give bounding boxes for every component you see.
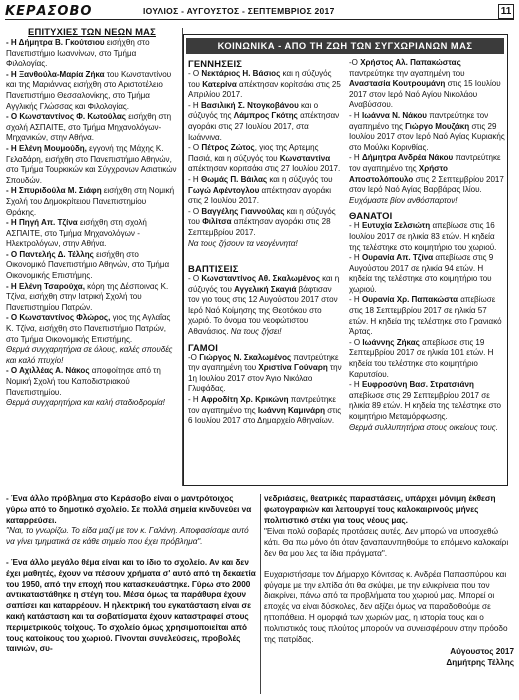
birth-entry: - Ο Πέτρος Ζώτος, γιος της Αρτεμης Πασιά, και η σύζυγός του Κωνσταντίνα απέκτησαν κοριτσάκι στις 27 Ιουλίου 2017. [188,143,341,174]
success-entry [6,250,178,282]
success-entry [6,282,178,314]
death-entry: - Η Ουρανία Χρ. Παπακώστα απεβίωσε στις 18 Σεπτεμβρίου 2017 σε ηλικία 57 ετών. Η κηδεία της τελέστηκε στο Γρανιακό Άρτας. [349,295,502,337]
graduation-entry: - Ο Αχιλλέας Α. Νάκος αποφοίτησε από τη Νομική Σχολή του Καποδιστριακού Πανεπιστημίου. [6,366,161,397]
wedding-entry: - Η Ιωάννα Ν. Νάκου παντρεύτηκε τον αγαπημένο της Γιώργο Μουζάκη στις 29 Ιουλίου 2017 στον Ιερό Ναό Αγίας Κυριακής στο Μούλκι Κορινθίας. [349,110,505,152]
success-name: - Η Πηγή Απ. Τζίνα [6,218,78,228]
weddings-wish: Ευχόμαστε βίον ανθόσπαρτον! [349,195,458,205]
birth-entry: - Ο Βαγγέλης Γιαννούλας και η σύζυγός του Φιλίτσα απέκτησαν αγοράκι στις 28 Σεπτεμβρίου 2017. [188,206,336,237]
success-name: - Η Ελένη Μουμούδη, [6,143,87,153]
wedding-entry: -Ο Χρήστος Αλ. Παπακώστας παντρεύτηκε την αγαπημένη του Αναστασία Κουτρουμάνη στις 15 Ιουλίου 2017 στον Ιερό Ναό Αγίου Νικολάου Αναβύσσου. [349,58,501,110]
weddings-title: ΓΑΜΟΙ [188,341,219,353]
successes-list [6,38,178,345]
baptisms-title: ΒΑΠΤΙΣΕΙΣ [188,263,239,275]
success-name: - Η Δήμητρα Β. Γκούτσιου [6,38,105,47]
success-name: - Η Σπυριδούλα Μ. Σιάφη [6,186,102,196]
success-name: - Ο Κωνσταντίνος Φλώρος, [6,313,111,323]
success-name: - Ο Κωνσταντίνος Φ. Κωτούλας [6,112,126,122]
births-list [188,69,344,239]
births-wish: Να τους ζήσουν τα νεογέννητα! [188,238,298,248]
success-text: κόρη της Δέσποινας Κ. Τζίνα, εισήχθη στην Ιατρική Σχολή του Πανεπιστημίου Πατρών. [6,281,169,312]
success-name: - Η Ξανθούλα-Μαρία Ζήκα [6,69,105,79]
successes-title: ΕΠΙΤΥΧΙΕΣ ΤΩΝ ΝΕΩΝ ΜΑΣ [28,26,156,37]
success-entry [6,38,178,70]
births-title: ΓΕΝΝΗΣΕΙΣ [188,58,243,69]
baptism-entry: - Ο Κωνσταντίνος Αθ. Σκαλωμένος και η σύζυγός του Αγγελική Σκαγιά βάφτισαν τον γιο τους στις 12 Αυγούστου 2017 στον Ιερό Ναό Κοίμησης της Θεοτόκου στο χωριό. Το όνομα του νεοφώτιστου Αθανάσιος. Να τους ζήσει! [188,274,340,337]
article-date: Αύγουστος 2017 [450,647,514,657]
weddings-list-right [349,58,505,196]
success-text: του Κωνσταντίνου και της Μαριάννας εισήχθη στο Αριστοτέλειο Πανεπιστήμιο Θεσσαλονίκης, στο Τμήμα Αγγλικής Γλώσσας και Φιλολογίας. [6,69,172,111]
graduation-wish: Θερμά συγχαρητήρια και καλή σταδιοδρομία! [6,398,165,408]
deaths-list [349,221,505,422]
issue-date: ΙΟΥΛΙΟΣ - ΑΥΓΟΥΣΤΟΣ - ΣΕΠΤΕΜΒΡΙΟΣ 2017 [143,6,335,16]
success-entry [6,218,178,250]
article-paragraph-4: Ευχαριστήσαμε τον Δήμαρχο Κόνιτσας κ. Ανδρέα Παπασπύρου και φύγαμε με την ελπίδα ότι θα σκύψει, με την ειλικρίνεια που τον διακρίνει, πάνω από τα προβλήματα του χωριού μας. Μπορεί οι εποχές να είναι δύσκολες, δεν αξίζει όμως να παραδοθούμε σε ηττοπάθεια. Η ομορφιά των χωριών μας, η ιστορία τους και ο πολιτιστικός τους πλούτος μπορούν να συνεισφέρουν στην πρόοδο της πατρίδας. [264,569,508,644]
success-text: εισήχθη στο Οικονομικό Πανεπιστήμιο Αθηνών, στο Τμήμα Οικονομικής Επιστήμης. [6,249,170,281]
wedding-entry: - Η Δήμητρα Ανδρέα Νάκου παντρεύτηκε τον αγαπημένο της Χρήστο Αποστολόπουλο στις 2 Σεπτεμβρίου 2017 στον Ιερό Ναό Αγίας Βαρβάρας Ιλίου. [349,153,504,195]
birth-entry: - Η Βασιλική Σ. Ντογκοβάνου και ο σύζυγός της Λάμπρος Γκότης απέκτησαν αγοράκι στις 27 Ιουλίου 2017, στα Ιωάννινα. [188,100,340,142]
article-paragraph-2: - Ένα άλλο μεγάλο θέμα είναι και το ίδιο το σχολείο. Αν και δεν έχει μαθητές, έχουν να πέσουν χρήματα σ' αυτό από τη δεκαετία του 1950, από την εποχή που κατασκευάστηκε. Γύρω στο 2000 αντικαταστάθηκε η στέγη του. Μέσα όμως τα παράθυρα έχουν σαπίσει και καταρρέουν. Η ηλεκτρική του εγκατάσταση είναι σε κακή κατάσταση και τα σοβατίσματα έχουν καταστραφεί στους περιμετρικούς τοίχους. Το σχολείο όμως χρησιμοποιείται από τους κατοίκους του χωριού. Γίνονται συνελεύσεις, προβολές ταινιών, συ- [6,557,256,654]
social-middle-column [188,58,344,427]
success-entry [6,112,178,144]
social-right-column [349,58,505,433]
article-paragraph-3: "Είναι πολύ σοβαρές προτάσεις αυτές. Δεν μπορώ να υποσχεθώ κάτι. Θα πω μόνο ότι όταν ξαναπαυνπηθούμε το επόμενο καλοκαίρι δεν θα μου λες τα ίδια πράγματα". [264,527,509,558]
successes-column [6,26,178,409]
success-text: εγγονή της Μάχης Κ. Γελαδάρη, εισήχθη στο Πανεπιστήμιο Αθηνών, στο Τμήμα Τουρκικών και Σύγχρονων Ασιατικών Σπουδών. [6,143,177,185]
death-entry: - Η Ευφροσύνη Βασ. Στρατσιάνη απεβίωσε στις 29 Σεπτεμβρίου 2017 σε ηλικία 89 ετών. Η κηδεία της τελέστηκε στο κοιμητήριο Μεταμόρφωσης. [349,380,502,421]
deaths-title: ΘΑΝΑΤΟΙ [349,210,393,222]
article-divider [260,494,261,694]
success-text: εισήχθη στη σχολή ΑΣΠΑΙΤΕ, στο Τμήμα Μηχανολόγων-Μηχανικών, στην Αθήνα. [6,112,172,143]
birth-entry: - Η Θωμάς Π. Βάιλας και η σύζυγός του Γωγώ Αφέντογλου απέκτησαν αγοράκι στις 2 Ιουλίου 2017. [188,174,333,206]
page-header [5,4,514,20]
article-left-column [6,494,256,655]
success-entry [6,186,178,218]
success-text: εισήχθη στο Πανεπιστήμιο Ιωαννίνων, στο Τμήμα Φιλολογίας. [6,38,150,69]
newspaper-logo: ΚΕΡΑΣΟΒΟ [5,4,93,19]
article-author: Δημήτρης Τέλλης [446,658,514,668]
birth-entry: - Ο Νεκτάριος Η. Βάσιος και η σύζυγός του Κατερίνα απέκτησαν κορίτσάκι στις 25 Απριλίου 2017. [188,69,341,100]
death-entry: - Ο Ιωάννης Ζήκας απεβίωσε στις 19 Σεπτεμβρίου 2017 σε ηλικία 101 ετών. Η κηδεία του τελέστηκε στο κοιμητήριο Καρυτσίου. [349,337,494,379]
success-text: γιος της Αγλαΐας Κ. Τζίνα, εισήχθη στο Πανεπιστήμιο Πατρών, στο Τμήμα Οικονομικής Επιστήμης. [6,313,171,344]
page-number: 11 [498,4,514,19]
success-entry [6,144,178,186]
success-entry [6,70,178,112]
death-entry: - Η Ουρανία Απ. Τζίνα απεβίωσε στις 9 Αυγούστου 2017 σε ηλικία 94 ετών. Η κηδεία της τελέστηκε στο κοιμητήριο του χωριού. [349,253,494,294]
article-quote-1: "Ναι, το γνωρίζω. Το είδα μαζί με τον κ. Γαλάνη. Αποφασίσαμε αυτό να γίνει τμηματικά σε κάθε σημείο που έχει πρόβλημα". [6,526,249,547]
success-name: - Η Ελένη Τσαρούχα, [6,281,85,291]
article-right-column [264,494,514,669]
successes-wish: Θερμά συγχαρητήρια σε όλους, καλές σπουδές και καλό πτυχίο! [6,345,173,365]
success-name: - Ο Παντελής Δ. Τέλλης [6,249,94,259]
article-paragraph-2-cont: νεδριάσεις, θεατρικές παραστάσεις, υπάρχει μόνιμη έκθεση φωτογραφιών και λειτουργεί τους καλοκαιρινούς μήνες πολιτιστικό στέκι για τους νέους μας. [264,494,496,525]
wedding-entry: - Η Αφροδίτη Χρ. Κρικώνη παντρεύτηκε τον αγαπημένο της Ιωάννη Καμινάρη στις 6 Ιουλίου 2017 στο Δημαρχείο Αθηναίων. [188,395,342,426]
deaths-wish: Θερμά συλλυπητήρια στους οικείους τους. [349,422,498,432]
success-text: εισήχθη στη Νομική Σχολή του Δημοκρίτειου Πανεπιστημίου Θράκης. [6,186,175,217]
wedding-entry: -Ο Γιώργος Ν. Σκαλωμένος παντρεύτηκε την αγαπημένη του Χριστίνα Γούναρη την 1η Ιουλίου 2017 στον Άγιο Νικόλαο Γλυφάδας. [188,352,342,394]
article-paragraph-1: - Ένα άλλο πρόβλημα στο Κεράσοβο είναι ο μαντρότοιχος γύρω από το δημοτικό σχολείο. Σε πολλά σημεία κινδυνεύει να καταρρεύσει. [6,494,252,525]
social-banner: ΚΟΙΝΩΝΙΚΑ - ΑΠΟ ΤΗ ΖΩΗ ΤΩΝ ΣΥΓΧΩΡΙΑΝΩΝ ΜΑΣ [186,38,504,54]
weddings-list [188,353,344,427]
death-entry: - Η Ευτυχία Σελσιώτη απεβίωσε στις 16 Ιουλίου 2017 σε ηλικία 83 ετών. Η κηδεία της τελέστηκε στο κοιμητήριο του χωριού. [349,221,497,252]
success-text: εισήχθη στη σχολή ΑΣΠΑΙΤΕ, στο Τμήμα Μηχανολόγων - Ηλεκτρολόγων, στην Αθήνα. [6,218,147,249]
success-entry [6,313,178,345]
